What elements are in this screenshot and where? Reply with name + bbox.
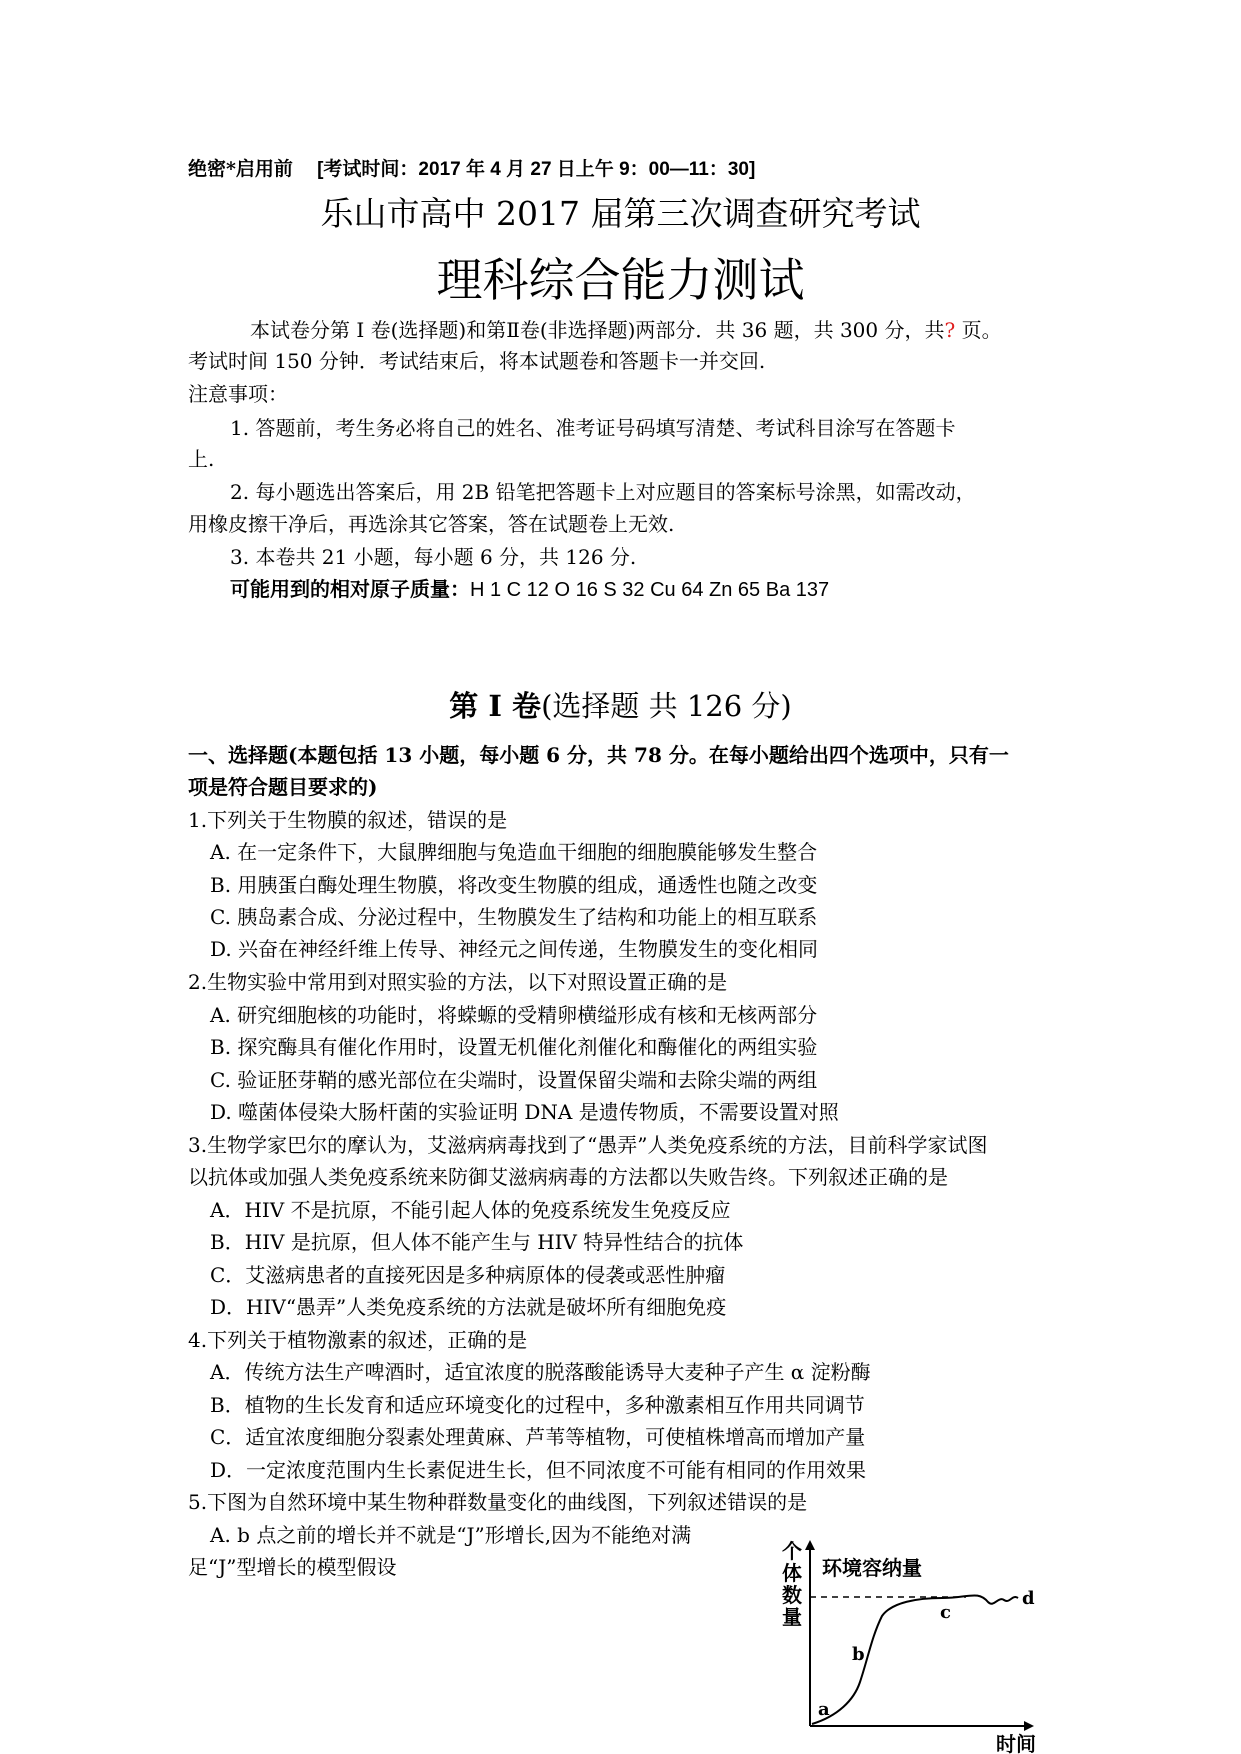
section-instructions-2: 项是符合题目要求的) <box>188 775 378 799</box>
atomic-mass-values: H 1 C 12 O 16 S 32 Cu 64 Zn 65 Ba 137 <box>470 579 830 601</box>
note-2b: 用橡皮擦干净后，再选涂其它答案，答在试题卷上无效. <box>188 512 675 536</box>
option-a-continuation: 足“J”型增长的模型假设 <box>188 1555 397 1579</box>
intro-text-1a: 本试卷分第 I 卷(选择题)和第Ⅱ卷(非选择题)两部分．共 36 题，共 300 分，共 <box>250 318 945 342</box>
note-2a: 2. 每小题选出答案后，用 2B 铅笔把答题卡上对应题目的答案标号涂黑，如需改动， <box>230 480 976 504</box>
intro-line-2: 考试时间 150 分钟．考试结束后，将本试题卷和答题卡一并交回. <box>188 349 766 373</box>
exam-time: [考试时间：2017 年 4 月 27 日上午 9：00—11：30] <box>317 159 756 180</box>
confidential-label: 绝密*启用前 <box>188 158 293 180</box>
option-d: D．一定浓度范围内生长素促进生长，但不同浓度不可能有相同的作用效果 <box>210 1458 867 1482</box>
note-3: 3. 本卷共 21 小题，每小题 6 分，共 126 分. <box>230 545 637 569</box>
y-axis-label-3: 数 <box>782 1583 802 1607</box>
option-d: D. 噬菌体侵染大肠杆菌的实验证明 DNA 是遗传物质，不需要设置对照 <box>210 1100 839 1124</box>
option-b: B. 探究酶具有催化作用时，设置无机催化剂催化和酶催化的两组实验 <box>210 1035 818 1059</box>
population-curve-figure <box>768 1540 1058 1754</box>
option-c: C．艾滋病患者的直接死因是多种病原体的侵袭或恶性肿瘤 <box>210 1263 726 1287</box>
intro-line-1 <box>250 316 1002 344</box>
y-axis-label-1: 个 <box>782 1540 802 1563</box>
exam-subtitle: 理科综合能力测试 <box>436 253 805 307</box>
note-1a: 1. 答题前，考生务必将自己的姓名、准考证号码填写清楚、考试科目涂写在答题卡 <box>230 416 956 440</box>
atomic-mass-label: 可能用到的相对原子质量： <box>230 579 470 601</box>
option-b: B. 用胰蛋白酶处理生物膜，将改变生物膜的组成，通透性也随之改变 <box>210 873 818 897</box>
option-d: D．HIV“愚弄”人类免疫系统的方法就是破坏所有细胞免疫 <box>210 1295 727 1319</box>
carrying-capacity-label: 环境容纳量 <box>822 1556 922 1580</box>
section-title-bold: 第 I 卷 <box>449 689 542 723</box>
question-stem: 3.生物学家巴尔的摩认为，艾滋病病毒找到了“愚弄”人类免疫系统的方法，目前科学家试图 <box>188 1133 988 1157</box>
option-d: D. 兴奋在神经纤维上传导、神经元之间传递，生物膜发生的变化相同 <box>210 937 819 961</box>
intro-question-mark: ? <box>944 318 956 342</box>
option-a: A. b 点之前的增长并不就是“J”形增长,因为不能绝对满 <box>210 1523 692 1547</box>
population-curve <box>812 1595 1018 1724</box>
option-a: A．传统方法生产啤酒时，适宜浓度的脱落酸能诱导大麦种子产生 α 淀粉酶 <box>210 1360 871 1384</box>
x-axis-arrow <box>1024 1721 1034 1731</box>
point-a-label: a <box>818 1699 830 1720</box>
question-stem: 2.生物实验中常用到对照实验的方法，以下对照设置正确的是 <box>188 970 728 994</box>
option-c: C. 胰岛素合成、分泌过程中，生物膜发生了结构和功能上的相互联系 <box>210 905 818 929</box>
y-axis-label-2: 体 <box>782 1561 802 1585</box>
option-b: B．植物的生长发育和适应环境变化的过程中，多种激素相互作用共同调节 <box>210 1393 865 1417</box>
header-line <box>188 155 755 184</box>
y-axis-label-4: 量 <box>782 1605 802 1629</box>
intro-text-1b: 页。 <box>955 318 1002 342</box>
option-a: A. 在一定条件下，大鼠脾细胞与兔造血干细胞的细胞膜能够发生整合 <box>210 840 818 864</box>
note-1b: 上. <box>188 447 215 471</box>
section-instructions-1: 一、选择题(本题包括 13 小题，每小题 6 分，共 78 分。在每小题给出四个选项中，只有一 <box>188 743 1009 767</box>
question-stem: 4.下列关于植物激素的叙述，正确的是 <box>188 1328 528 1352</box>
option-c: C. 验证胚芽鞘的感光部位在尖端时，设置保留尖端和去除尖端的两组 <box>210 1068 818 1092</box>
question-stem-cont: 以抗体或加强人类免疫系统来防御艾滋病病毒的方法都以失败告终。下列叙述正确的是 <box>188 1165 948 1189</box>
point-b-label: b <box>852 1644 865 1665</box>
exam-title: 乐山市高中 2017 届第三次调查研究考试 <box>320 194 921 233</box>
notes-heading: 注意事项： <box>188 382 288 406</box>
option-a: A. 研究细胞核的功能时，将蝾螈的受精卵横缢形成有核和无核两部分 <box>210 1003 818 1027</box>
point-d-label: d <box>1022 1588 1035 1609</box>
section-title-rest: (选择题 共 126 分) <box>541 689 792 723</box>
question-stem: 1.下列关于生物膜的叙述，错误的是 <box>188 808 508 832</box>
option-a: A．HIV 不是抗原，不能引起人体的免疫系统发生免疫反应 <box>210 1198 731 1222</box>
point-c-label: c <box>940 1602 951 1623</box>
x-axis-label: 时间 <box>996 1732 1036 1754</box>
option-b: B．HIV 是抗原，但人体不能产生与 HIV 特异性结合的抗体 <box>210 1230 744 1254</box>
question-stem: 5.下图为自然环境中某生物种群数量变化的曲线图，下列叙述错误的是 <box>188 1490 808 1514</box>
option-c: C．适宜浓度细胞分裂素处理黄麻、芦苇等植物，可使植株增高而增加产量 <box>210 1425 866 1449</box>
atomic-mass-line <box>230 576 829 604</box>
y-axis-arrow <box>805 1540 815 1550</box>
section-title <box>0 686 1241 726</box>
